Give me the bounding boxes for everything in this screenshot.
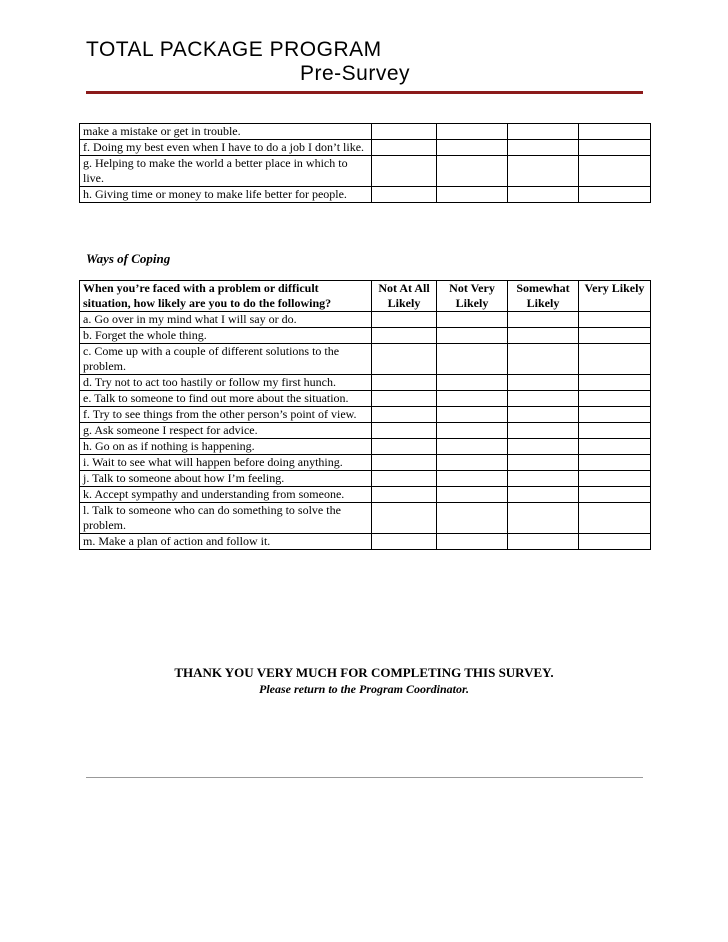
response-cell[interactable]	[372, 140, 437, 156]
response-cell[interactable]	[372, 391, 437, 407]
item-label: h. Go on as if nothing is happening.	[80, 439, 372, 455]
item-label: a. Go over in my mind what I will say or do.	[80, 312, 372, 328]
table-row	[80, 312, 651, 328]
response-cell[interactable]	[372, 328, 437, 344]
table-row	[80, 503, 651, 534]
table-row	[80, 407, 651, 423]
response-cell[interactable]	[508, 328, 579, 344]
response-cell[interactable]	[579, 375, 651, 391]
response-cell[interactable]	[437, 156, 508, 187]
response-cell[interactable]	[437, 124, 508, 140]
response-cell[interactable]	[508, 423, 579, 439]
response-cell[interactable]	[579, 187, 651, 203]
table-row	[80, 328, 651, 344]
header-divider	[86, 91, 643, 94]
response-cell[interactable]	[508, 455, 579, 471]
coping-table-header-row	[80, 281, 651, 312]
response-cell[interactable]	[372, 487, 437, 503]
response-cell[interactable]	[437, 487, 508, 503]
response-cell[interactable]	[437, 455, 508, 471]
response-cell[interactable]	[372, 471, 437, 487]
footer-divider	[86, 777, 643, 778]
table-row	[80, 439, 651, 455]
response-cell[interactable]	[437, 423, 508, 439]
response-cell[interactable]	[579, 439, 651, 455]
document-header	[86, 38, 646, 86]
values-table	[79, 123, 651, 203]
response-cell[interactable]	[579, 344, 651, 375]
response-cell[interactable]	[437, 407, 508, 423]
response-cell[interactable]	[437, 391, 508, 407]
response-cell[interactable]	[579, 140, 651, 156]
item-label: g. Ask someone I respect for advice.	[80, 423, 372, 439]
response-cell[interactable]	[508, 375, 579, 391]
item-label: e. Talk to someone to find out more about the situation.	[80, 391, 372, 407]
table-row	[80, 156, 651, 187]
item-label: d. Try not to act too hastily or follow my first hunch.	[80, 375, 372, 391]
response-cell[interactable]	[508, 471, 579, 487]
item-label: g. Helping to make the world a better place in which to live.	[80, 156, 372, 187]
response-cell[interactable]	[579, 487, 651, 503]
response-cell[interactable]	[437, 375, 508, 391]
response-cell[interactable]	[508, 503, 579, 534]
thank-you-message: THANK YOU VERY MUCH FOR COMPLETING THIS SURVEY.	[174, 665, 554, 680]
program-title: TOTAL PACKAGE PROGRAM	[86, 38, 382, 61]
response-cell[interactable]	[579, 391, 651, 407]
column-header: Not Very Likely	[437, 281, 508, 312]
response-cell[interactable]	[437, 534, 508, 550]
table-row	[80, 187, 651, 203]
response-cell[interactable]	[437, 471, 508, 487]
response-cell[interactable]	[372, 423, 437, 439]
response-cell[interactable]	[579, 503, 651, 534]
response-cell[interactable]	[508, 344, 579, 375]
response-cell[interactable]	[437, 439, 508, 455]
response-cell[interactable]	[508, 156, 579, 187]
response-cell[interactable]	[508, 439, 579, 455]
table-row	[80, 487, 651, 503]
item-label: l. Talk to someone who can do something to solve the problem.	[80, 503, 372, 534]
column-header: Not At All Likely	[372, 281, 437, 312]
response-cell[interactable]	[579, 471, 651, 487]
response-cell[interactable]	[508, 312, 579, 328]
response-cell[interactable]	[508, 187, 579, 203]
response-cell[interactable]	[437, 344, 508, 375]
table-row	[80, 124, 651, 140]
item-label: h. Giving time or money to make life better for people.	[80, 187, 372, 203]
response-cell[interactable]	[437, 503, 508, 534]
coping-table	[79, 280, 651, 550]
response-cell[interactable]	[372, 344, 437, 375]
column-header: Very Likely	[579, 281, 651, 312]
item-label: i. Wait to see what will happen before doing anything.	[80, 455, 372, 471]
response-cell[interactable]	[579, 328, 651, 344]
table-row	[80, 423, 651, 439]
item-label: b. Forget the whole thing.	[80, 328, 372, 344]
response-cell[interactable]	[579, 407, 651, 423]
response-cell[interactable]	[437, 328, 508, 344]
response-cell[interactable]	[579, 156, 651, 187]
table-row	[80, 471, 651, 487]
response-cell[interactable]	[437, 140, 508, 156]
response-cell[interactable]	[372, 503, 437, 534]
response-cell[interactable]	[508, 487, 579, 503]
response-cell[interactable]	[372, 455, 437, 471]
column-header: Somewhat Likely	[508, 281, 579, 312]
response-cell[interactable]	[579, 312, 651, 328]
item-label: c. Come up with a couple of different solutions to the problem.	[80, 344, 372, 375]
table-row	[80, 455, 651, 471]
response-cell[interactable]	[372, 407, 437, 423]
response-cell[interactable]	[437, 312, 508, 328]
response-cell[interactable]	[372, 439, 437, 455]
table-row	[80, 140, 651, 156]
table-row	[80, 391, 651, 407]
response-cell[interactable]	[372, 534, 437, 550]
item-label: f. Try to see things from the other person’s point of view.	[80, 407, 372, 423]
response-cell[interactable]	[579, 423, 651, 439]
item-label: k. Accept sympathy and understanding from someone.	[80, 487, 372, 503]
question-header: When you’re faced with a problem or difficult situation, how likely are you to do the following?	[80, 281, 372, 312]
response-cell[interactable]	[579, 455, 651, 471]
table-row	[80, 344, 651, 375]
response-cell[interactable]	[508, 124, 579, 140]
response-cell[interactable]	[579, 124, 651, 140]
response-cell[interactable]	[579, 534, 651, 550]
item-label: f. Doing my best even when I have to do a job I don’t like.	[80, 140, 372, 156]
response-cell[interactable]	[508, 534, 579, 550]
response-cell[interactable]	[437, 187, 508, 203]
table-row	[80, 534, 651, 550]
item-label: m. Make a plan of action and follow it.	[80, 534, 372, 550]
table-row	[80, 375, 651, 391]
response-cell[interactable]	[372, 156, 437, 187]
response-cell[interactable]	[508, 140, 579, 156]
survey-subtitle: Pre-Survey	[300, 62, 411, 85]
response-cell[interactable]	[508, 407, 579, 423]
response-cell[interactable]	[372, 312, 437, 328]
response-cell[interactable]	[372, 187, 437, 203]
item-label: make a mistake or get in trouble.	[80, 124, 372, 140]
section-title: Ways of Coping	[86, 251, 171, 266]
response-cell[interactable]	[372, 375, 437, 391]
response-cell[interactable]	[508, 391, 579, 407]
response-cell[interactable]	[372, 124, 437, 140]
return-instruction: Please return to the Program Coordinator.	[258, 682, 470, 696]
item-label: j. Talk to someone about how I’m feeling.	[80, 471, 372, 487]
